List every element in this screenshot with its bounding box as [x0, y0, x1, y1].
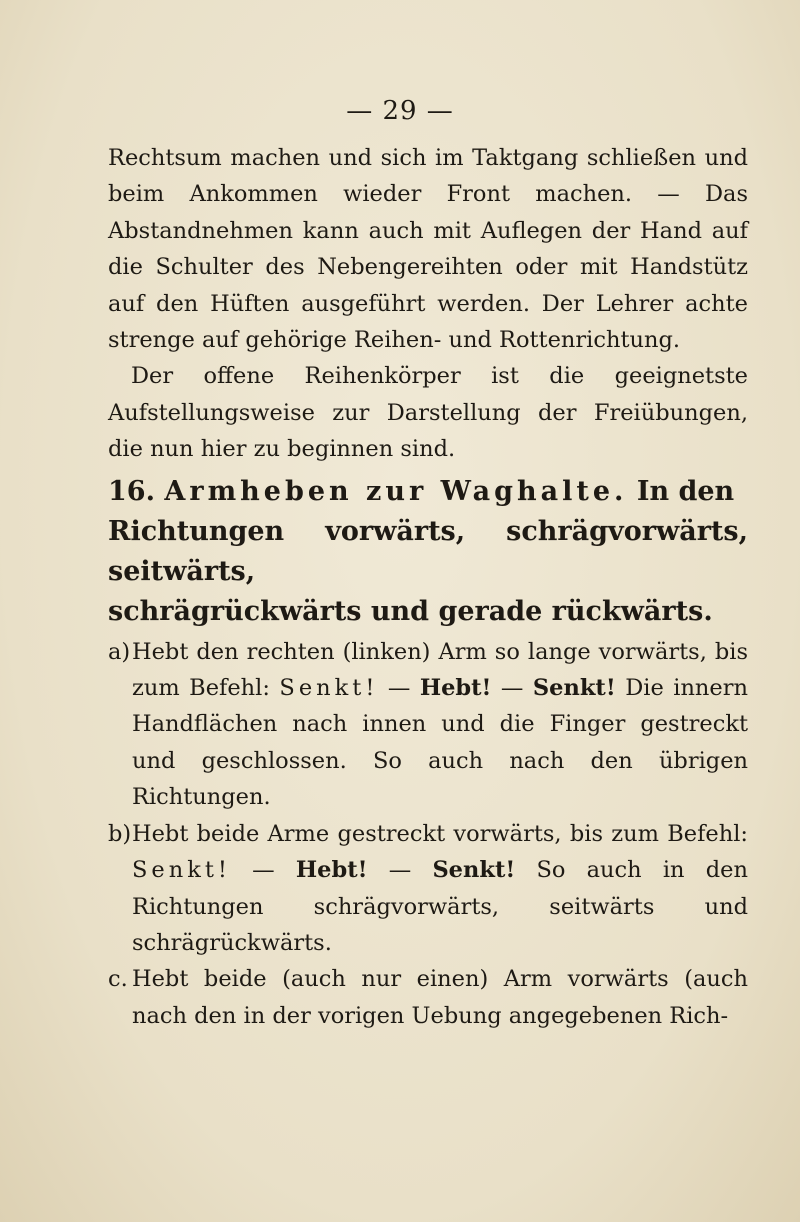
section-number: 16. — [108, 475, 155, 507]
section-intro: In den — [636, 475, 735, 507]
item-b-label: b) — [108, 820, 132, 847]
item-a — [108, 634, 748, 816]
section-directions-1: Richtungen vorwärts, schrägvorwärts, seitwärts, — [108, 515, 748, 587]
item-c-label: c. — [108, 966, 128, 993]
item-a-text: Hebt den rechten (linken) Arm so lange vorwärts, bis zum Befehl: Senkt! — Hebt! — Senkt! Die innern Handflächen nach innen und die Finger gestreckt und geschlossen. So auch nach den übrigen Richtungen. — [132, 638, 748, 811]
section-title: Armheben zur Waghalte. — [164, 475, 628, 507]
paragraph-2: Der offene Reihenkörper ist die geeignetste Aufstellungsweise zur Darstellung der Freiübungen, die nun hier zu beginnen sind. — [108, 363, 748, 463]
item-c-text: Hebt beide (auch nur einen) Arm vorwärts (auch nach den in der vorigen Uebung angegebenen Rich- — [132, 966, 748, 1029]
command-senkt: Senkt! — [279, 675, 379, 702]
command-hebt: Hebt! — [295, 857, 368, 884]
page-content — [108, 140, 748, 1034]
page-number: — 29 — — [346, 96, 454, 126]
item-b-text: Hebt beide Arme gestreckt vorwärts, bis zum Befehl: Senkt! — Hebt! — Senkt! So auch in den Richtungen schrägvorwärts, seitwärts und schrägrückwärts. — [132, 820, 748, 956]
section-heading — [108, 472, 748, 512]
command-senkt: Senkt! — [132, 857, 231, 884]
section-directions-2: schrägrückwärts und gerade rückwärts. — [108, 595, 713, 627]
paragraph-1: Rechtsum machen und sich im Taktgang schließen und beim Ankommen wieder Front machen. — Das Abstandnehmen kann auch mit Auflegen der Hand auf die Schulter des Nebengereihten oder mit Handstütz auf den Hüften ausgeführt werden. Der Lehrer achte strenge auf gehörige Reihen- und Rottenrichtung. — [108, 145, 748, 354]
command-hebt: Hebt! — [419, 675, 492, 702]
item-a-label: a) — [108, 638, 131, 665]
item-b — [108, 816, 748, 962]
command-senkt-bold: Senkt! — [532, 675, 616, 702]
item-c — [108, 961, 748, 1034]
command-senkt-bold: Senkt! — [432, 857, 516, 884]
